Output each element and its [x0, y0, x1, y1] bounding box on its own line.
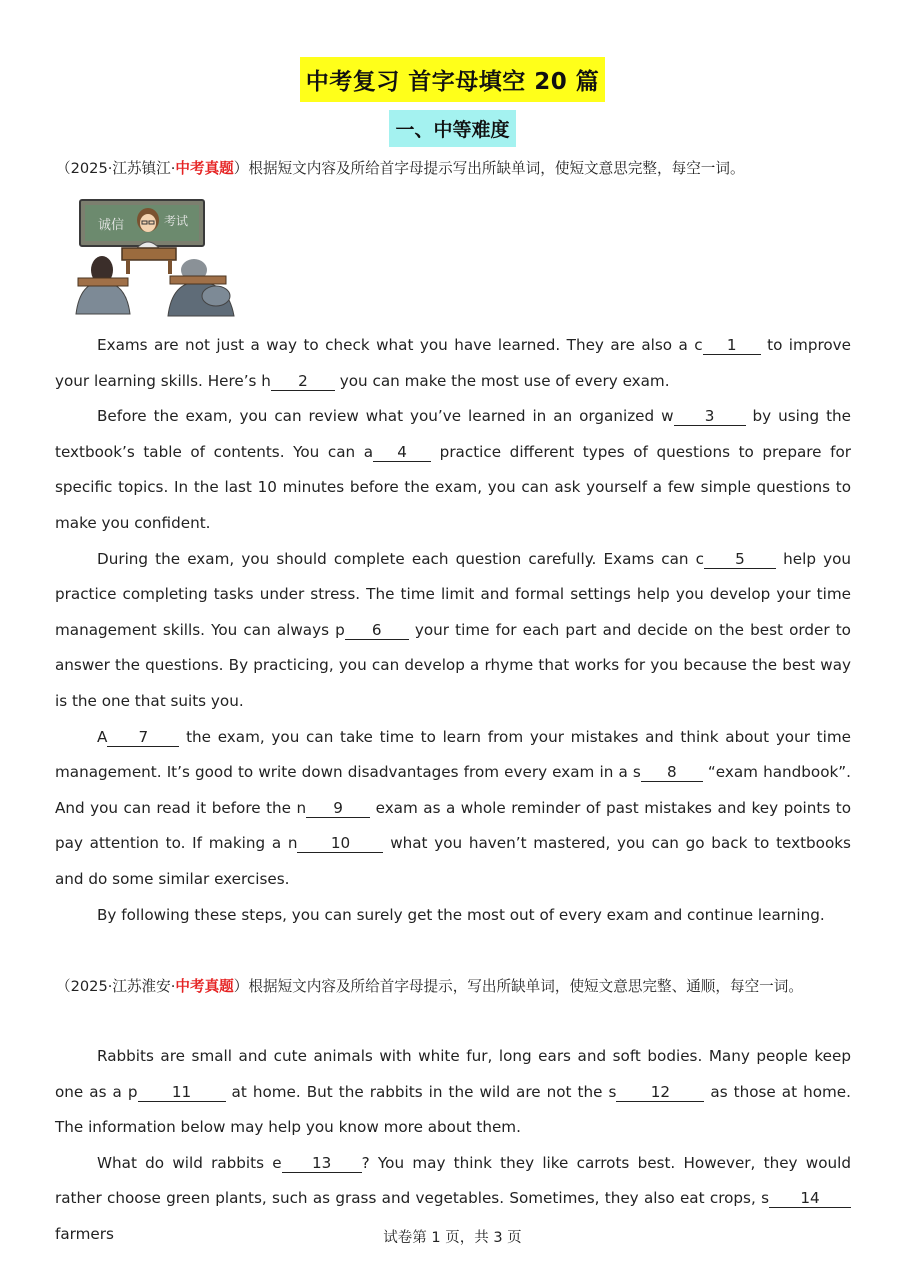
- title-wrap: [0, 57, 905, 102]
- passage1-paragraph-4: A 7 the exam, you can take time to learn from your mistakes and think about your time management. It’s good to write down disadvantages from every exam in a s 8 “exam handbook”. And you can read it before the n 9 exam as a whole reminder of past mistakes and key points to pay attention to. If making a n 10 what you haven’t mastered, you can go back to textbooks and do some similar exercises.: [55, 727, 851, 888]
- blank-14[interactable]: 14: [769, 1189, 851, 1208]
- blank-2[interactable]: 2: [271, 372, 335, 391]
- source-prefix: （2025·江苏镇江·: [56, 160, 176, 177]
- blank-8[interactable]: 8: [641, 763, 703, 782]
- passage1-body: [55, 328, 851, 933]
- passage2-paragraph-1: Rabbits are small and cute animals with white fur, long ears and soft bodies. Many people keep one as a p 11 at home. But the rabbits in the wild are not the s 12 as those at home. The information below may help you know more about them.: [55, 1047, 851, 1137]
- passage1-paragraph-2: Before the exam, you can review what you’ve learned in an organized w 3 by using the textbook’s table of contents. You can a 4 practice different types of questions to prepare for specific topics. In the last 10 minutes before the exam, you can ask yourself a few simple questions to make you confident.: [55, 407, 852, 532]
- blank-9[interactable]: 9: [306, 799, 370, 818]
- board-text-right: 考试: [164, 214, 189, 228]
- subtitle-wrap: [0, 110, 905, 147]
- source-tag: 中考真题: [175, 160, 234, 177]
- blank-1[interactable]: 1: [703, 336, 761, 355]
- section-heading: 一、中等难度: [389, 110, 515, 147]
- blank-13[interactable]: 13: [282, 1154, 362, 1173]
- page-footer: 试卷第 1 页，共 3 页: [383, 1230, 522, 1246]
- blank-4[interactable]: 4: [373, 443, 431, 462]
- instruction-text: ）根据短文内容及所给首字母提示，写出所缺单词，使短文意思完整、通顺，每空一词。: [233, 978, 803, 995]
- blank-12[interactable]: 12: [616, 1083, 704, 1102]
- board-text-left: 诚信: [98, 218, 125, 233]
- blank-6[interactable]: 6: [345, 621, 409, 640]
- blank-7[interactable]: 7: [107, 728, 179, 747]
- passage1-paragraph-5: By following these steps, you can surely get the most out of every exam and continue learning.: [97, 905, 825, 924]
- passage2-instruction: [56, 970, 852, 1003]
- passage1-instruction: [56, 152, 856, 185]
- passage2-paragraph-2: What do wild rabbits e 13 ? You may think they like carrots best. However, they would rather choose green plants, such as grass and vegetables. Sometimes, they also eat crops, s 14 farmers: [55, 1153, 851, 1243]
- instruction-text: ）根据短文内容及所给首字母提示写出所缺单词，使短文意思完整，每空一词。: [233, 160, 745, 177]
- source-tag: 中考真题: [175, 978, 234, 995]
- passage1-paragraph-1: Exams are not just a way to check what you have learned. They are also a c 1 to improve your learning skills. Here’s h 2 you can make the most use of every exam.: [55, 336, 851, 390]
- passage2-body: [55, 1039, 851, 1253]
- source-prefix: （2025·江苏淮安·: [56, 978, 176, 995]
- classroom-illustration: [64, 196, 236, 318]
- page-title: 中考复习 首字母填空 20 篇: [300, 57, 606, 102]
- blank-11[interactable]: 11: [138, 1083, 226, 1102]
- blank-10[interactable]: 10: [297, 834, 383, 853]
- passage1-paragraph-3: During the exam, you should complete each question carefully. Exams can c 5 help you practice completing tasks under stress. The time limit and formal settings help you develop your time management skills. You can always p 6 your time for each part and decide on the best order to answer the questions. By practicing, you can develop a rhyme that works for you because the best way is the one that suits you.: [55, 549, 851, 710]
- blank-3[interactable]: 3: [674, 407, 746, 426]
- blank-5[interactable]: 5: [704, 550, 776, 569]
